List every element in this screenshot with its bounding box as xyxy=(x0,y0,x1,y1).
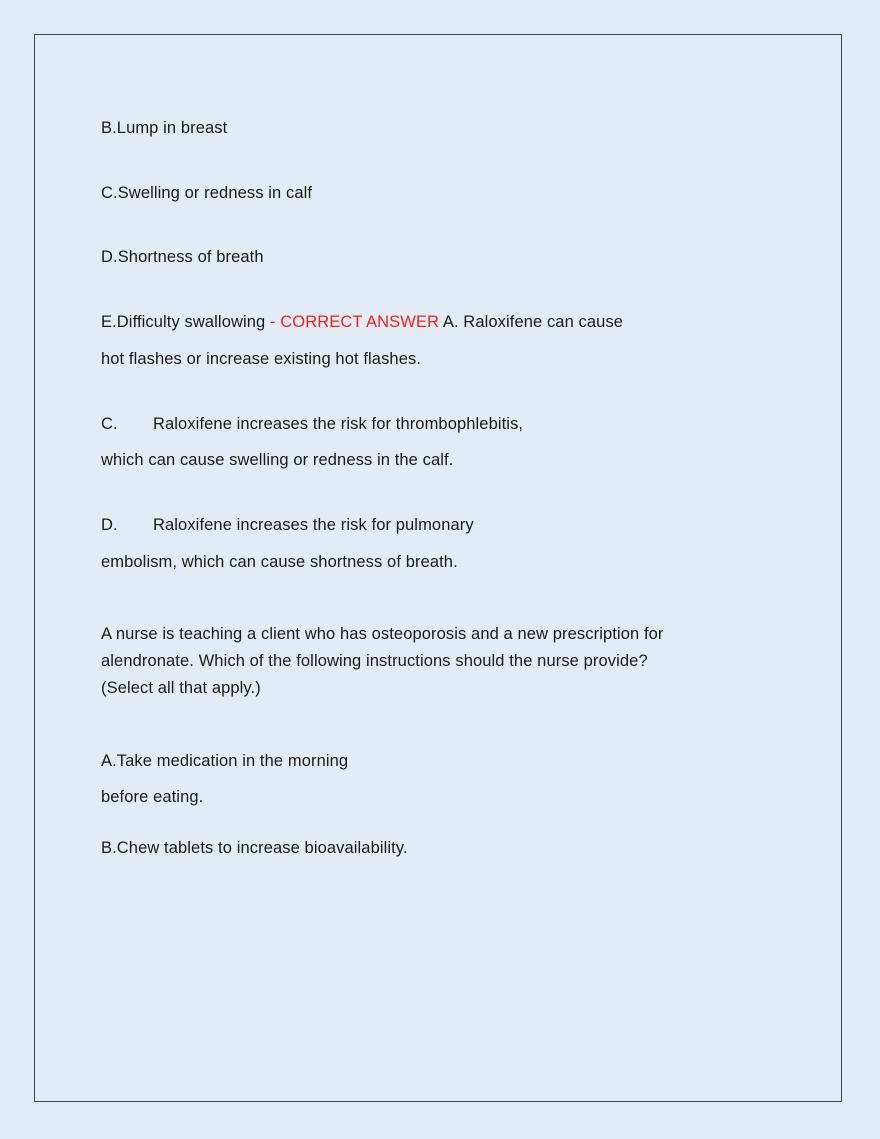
rationale-d-text1: Raloxifene increases the risk for pulmonary xyxy=(153,516,474,535)
rationale-d-line2: embolism, which can cause shortness of breath. xyxy=(101,552,458,571)
rationale-a-continued: hot flashes or increase existing hot flashes. xyxy=(101,349,422,368)
rationale-d-letter: D. xyxy=(101,516,118,535)
document-content xyxy=(101,115,791,886)
correct-answer-line xyxy=(101,309,791,336)
correct-answer-badge: CORRECT ANSWER xyxy=(280,313,440,332)
document-page xyxy=(34,34,842,1102)
rationale-c-line1 xyxy=(101,411,791,438)
option-e-answer-line xyxy=(101,244,791,271)
rationale-c-line2: which can cause swelling or redness in the calf. xyxy=(101,451,454,470)
option-c: C.Swelling or redness in calf xyxy=(101,183,313,202)
option-a-second-group: A.Take medication in the morning xyxy=(101,751,349,770)
answer-dash: - xyxy=(265,313,281,332)
option-e-label: E.Difficulty swallowing xyxy=(101,313,266,332)
question-line-1: A nurse is teaching a client who has osteoporosis and a new prescription for xyxy=(101,625,664,644)
question-line-2: alendronate. Which of the following instructions should the nurse provide? xyxy=(101,652,648,671)
question-line-3: (Select all that apply.) xyxy=(101,678,261,697)
option-a-second-group-continued: before eating. xyxy=(101,788,204,807)
rationale-c-text1: Raloxifene increases the risk for thrombophlebitis, xyxy=(153,414,524,433)
rationale-c-letter: C. xyxy=(101,414,118,433)
rationale-a-start: A. Raloxifene can cause xyxy=(439,313,624,332)
option-d: D.Shortness of breath xyxy=(101,248,264,267)
question-stem xyxy=(101,621,791,701)
rationale-d-line1 xyxy=(101,512,791,539)
option-b: B.Lump in breast xyxy=(101,119,228,137)
option-b-second-group: B.Chew tablets to increase bioavailability. xyxy=(101,839,408,858)
